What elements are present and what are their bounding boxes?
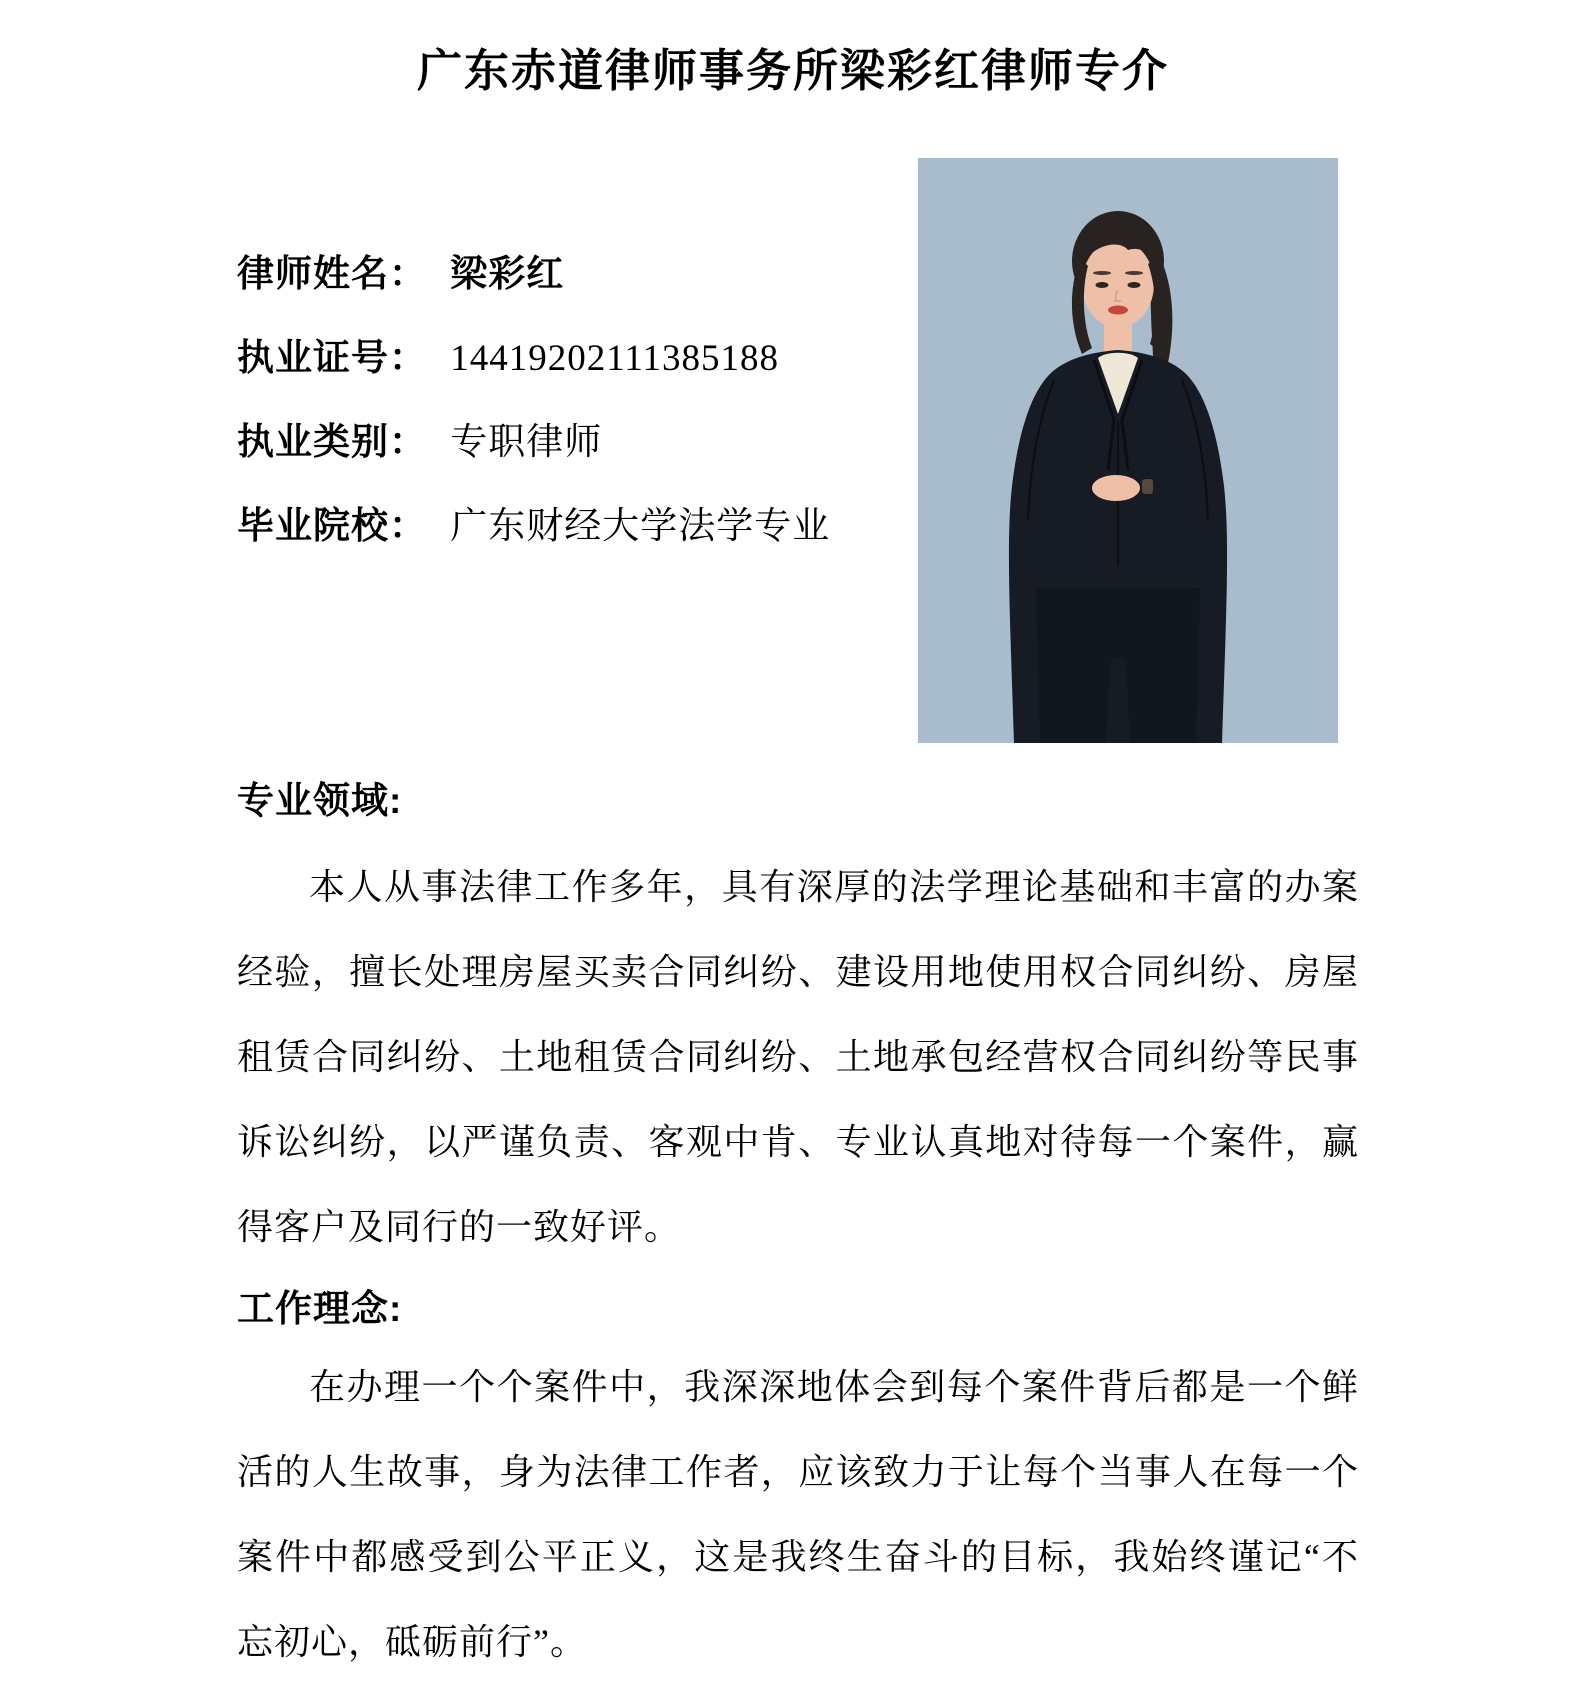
profile-fields [237, 232, 897, 568]
field-row-license-number [237, 316, 897, 400]
lips-shape [1108, 306, 1128, 315]
field-row-alma-mater [237, 484, 897, 568]
practice-areas-paragraph: 本人从事法律工作多年，具有深厚的法学理论基础和丰富的办案经验，擅长处理房屋买卖合同纠纷、建设用地使用权合同纠纷、房屋租赁合同纠纷、土地租赁合同纠纷、土地承包经营权合同纠纷等民事诉讼纠纷，以严谨负责、客观中肯、专业认真地对待每一个案件，赢得客户及同行的一致好评。 [237, 867, 1359, 1247]
eye-right-shape [1128, 282, 1141, 288]
lawyer-name-value: 梁彩红 [450, 253, 565, 294]
license-number-label: 执业证号： [237, 337, 427, 378]
license-number-value: 14419202111385188 [450, 338, 780, 379]
lawyer-name-label: 律师姓名： [237, 253, 427, 294]
field-row-lawyer-name [237, 232, 897, 316]
alma-mater-value: 广东财经大学法学专业 [450, 506, 831, 547]
section-heading-practice-areas: 专业领域: [237, 780, 403, 821]
hands-shape [1092, 475, 1140, 501]
lawyer-portrait-photo [918, 158, 1338, 743]
page-title: 广东赤道律师事务所梁彩红律师专介 [416, 46, 1169, 96]
brow-left-shape [1093, 271, 1111, 275]
section-heading-work-philosophy: 工作理念: [237, 1288, 403, 1329]
lawyer-portrait-illustration [918, 158, 1338, 743]
alma-mater-label: 毕业院校： [237, 505, 427, 546]
work-philosophy-paragraph: 在办理一个个案件中，我深深地体会到每个案件背后都是一个鲜活的人生故事，身为法律工作者，应该致力于让每个当事人在每一个案件中都感受到公平正义，这是我终生奋斗的目标，我始终谨记“不忘初心，砥砺前行”。 [237, 1367, 1359, 1662]
eye-left-shape [1096, 282, 1109, 288]
practice-type-value: 专职律师 [450, 422, 603, 463]
practice-type-label: 执业类别： [237, 421, 427, 462]
face-shape [1082, 240, 1154, 328]
brow-right-shape [1125, 271, 1143, 275]
field-row-practice-type [237, 400, 897, 484]
watch-shape [1142, 479, 1153, 494]
